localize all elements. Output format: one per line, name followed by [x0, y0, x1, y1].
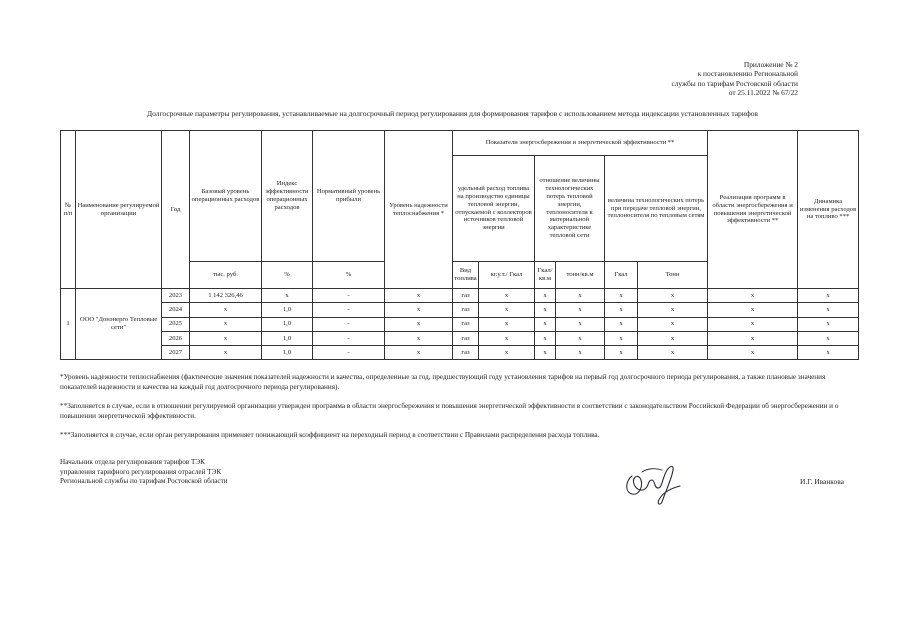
- cell: x: [385, 317, 453, 331]
- cell: x: [798, 317, 859, 331]
- cell: x: [708, 303, 798, 317]
- cell: x: [638, 331, 708, 345]
- cell: 2025: [162, 317, 190, 331]
- cell: x: [535, 289, 556, 303]
- cell: -: [313, 289, 385, 303]
- cell: x: [556, 303, 605, 317]
- cell: x: [798, 289, 859, 303]
- cell: -: [313, 331, 385, 345]
- cell: x: [798, 331, 859, 345]
- footnote-1: *Уровень надежности теплоснабжения (фактические значения показателей надежности и качества, определенные за год, предшествующий году установления тарифов на первый год долгосрочного периода регулирования, а также плановые значения показателей надежности и качества на каждый год долгосрочного периода регулирования).: [60, 373, 826, 391]
- cell: x: [605, 346, 638, 360]
- header-year: Год: [162, 131, 190, 289]
- cell: 2027: [162, 346, 190, 360]
- position-line-3: Региональной службы по тарифам Ростовской области: [60, 477, 228, 486]
- appendix-line-4: от 25.11.2022 № 67/22: [728, 88, 798, 98]
- handwritten-signature: [618, 458, 686, 508]
- cell: x: [556, 317, 605, 331]
- cell: x: [605, 331, 638, 345]
- unit-fuel-rate: кг.у.т./ Гкал: [479, 262, 535, 289]
- cell: x: [605, 317, 638, 331]
- cell: x: [798, 303, 859, 317]
- appendix-line-1: Приложение № 2: [743, 60, 798, 69]
- table-row: [61, 317, 859, 331]
- cell: x: [556, 289, 605, 303]
- cell: x: [535, 317, 556, 331]
- header-num: № п/п: [61, 131, 76, 289]
- header-reliability: Уровень надежности теплоснабжения *: [385, 131, 453, 289]
- cell: x: [385, 289, 453, 303]
- position-line-2: управления тарифного регулирования отраслей ТЭК: [60, 467, 222, 476]
- unit-loss-ratio-gkal: Гкал/ кв.м: [535, 262, 556, 289]
- cell: x: [638, 317, 708, 331]
- cell: x: [479, 303, 535, 317]
- header-programs: Реализация программ в области энергосбережения и повышения энергетической эффективности **: [708, 131, 798, 289]
- header-profit-level: Нормативный уровень прибыли: [313, 131, 385, 262]
- cell: x: [638, 289, 708, 303]
- unit-efficiency-index: %: [262, 262, 313, 289]
- cell: x: [638, 346, 708, 360]
- cell: x: [638, 303, 708, 317]
- signatory-position: [60, 458, 228, 487]
- cell: 1 142 326,46: [190, 289, 262, 303]
- cell: x: [190, 317, 262, 331]
- cell: x: [262, 289, 313, 303]
- cell: газ: [453, 303, 479, 317]
- cell: газ: [453, 331, 479, 345]
- cell: 1,0: [262, 331, 313, 345]
- cell: 1,0: [262, 346, 313, 360]
- cell: x: [605, 303, 638, 317]
- table-body: [61, 289, 859, 360]
- footnote-3: ***Заполняется в случае, если орган регулирования применяет понижающий коэффициент на переходный период в соответствии с Правилами распределения расхода топлива.: [60, 431, 600, 440]
- cell: -: [313, 303, 385, 317]
- cell: газ: [453, 289, 479, 303]
- footnote-2: **Заполняется в случае, если в отношении регулируемой организации утвержден программа в области энергосбережения и повышения энергетической эффективности в соответствии с законодательством Российской Федерации об энергосбережении и о повышении энергетической эффективности.: [60, 402, 839, 420]
- header-efficiency-index: Индекс эффективности операционных расходов: [262, 131, 313, 262]
- cell: x: [708, 346, 798, 360]
- table-row: [61, 331, 859, 345]
- cell: x: [479, 331, 535, 345]
- header-energy-group: Показатели энергосбережения и энергетической эффективности **: [453, 131, 708, 156]
- unit-base-level: тыс. руб.: [190, 262, 262, 289]
- cell: газ: [453, 317, 479, 331]
- cell: x: [385, 303, 453, 317]
- cell: x: [556, 346, 605, 360]
- cell: x: [535, 346, 556, 360]
- table-row: [61, 289, 859, 303]
- parameters-table: [60, 130, 859, 360]
- unit-loss-value-tonn: Тонн: [638, 262, 708, 289]
- position-line-1: Начальник отдела регулирования тарифов ТЭК: [60, 458, 205, 466]
- cell: x: [535, 303, 556, 317]
- cell: x: [190, 346, 262, 360]
- appendix-line-3: службы по тарифам Ростовской области: [671, 78, 798, 88]
- unit-profit-level: %: [313, 262, 385, 289]
- table-row: [61, 303, 859, 317]
- cell: 2026: [162, 331, 190, 345]
- document-title: Долгосрочные параметры регулирования, устанавливаемые на долгосрочный период регулирования для формирования тарифов с использованием метода индексации установленных тарифов: [147, 109, 758, 118]
- cell: x: [535, 331, 556, 345]
- cell: x: [190, 303, 262, 317]
- cell: x: [385, 346, 453, 360]
- header-loss-value: величина технологических потерь при передаче тепловой энергии, теплоносителя по тепловым сетям: [605, 156, 708, 262]
- cell: x: [708, 331, 798, 345]
- cell: x: [605, 289, 638, 303]
- header-org-name: Наименование регулируемой организации: [76, 131, 162, 289]
- appendix-line-2: к постановлению Региональной: [697, 69, 798, 79]
- cell: x: [708, 317, 798, 331]
- cell: x: [798, 346, 859, 360]
- unit-fuel-type: Вид топлива: [453, 262, 479, 289]
- header-fuel-rate: удельный расход топлива на производство единицы тепловой энергии, отпускаемой с коллекторов источников тепловой энергии: [453, 156, 535, 262]
- cell: x: [190, 331, 262, 345]
- cell: газ: [453, 346, 479, 360]
- cell: 1,0: [262, 303, 313, 317]
- cell: x: [479, 317, 535, 331]
- cell: x: [479, 346, 535, 360]
- signer-name: И.Г. Иванкова: [800, 477, 844, 486]
- cell: 1,0: [262, 317, 313, 331]
- cell: x: [385, 331, 453, 345]
- cell: x: [479, 289, 535, 303]
- cell: x: [708, 289, 798, 303]
- cell: x: [556, 331, 605, 345]
- unit-loss-value-gkal: Гкал: [605, 262, 638, 289]
- header-base-level: Базовый уровень операционных расходов: [190, 131, 262, 262]
- header-dynamics: Динамика изменения расходов на топливо ***: [798, 131, 859, 289]
- cell: -: [313, 346, 385, 360]
- header-loss-ratio: отношение величины технологических потерь тепловой энергии, теплоносителя к материальной характеристике тепловой сети: [535, 156, 605, 262]
- table-row: [61, 346, 859, 360]
- cell: 2024: [162, 303, 190, 317]
- org-name: ООО "Донэнерго Тепловые сети": [76, 289, 162, 360]
- org-num: 1: [61, 289, 76, 360]
- footnotes: [60, 373, 860, 451]
- appendix-block: [671, 60, 798, 98]
- cell: 2023: [162, 289, 190, 303]
- unit-loss-ratio-tonn: тонн/кв.м: [556, 262, 605, 289]
- cell: -: [313, 317, 385, 331]
